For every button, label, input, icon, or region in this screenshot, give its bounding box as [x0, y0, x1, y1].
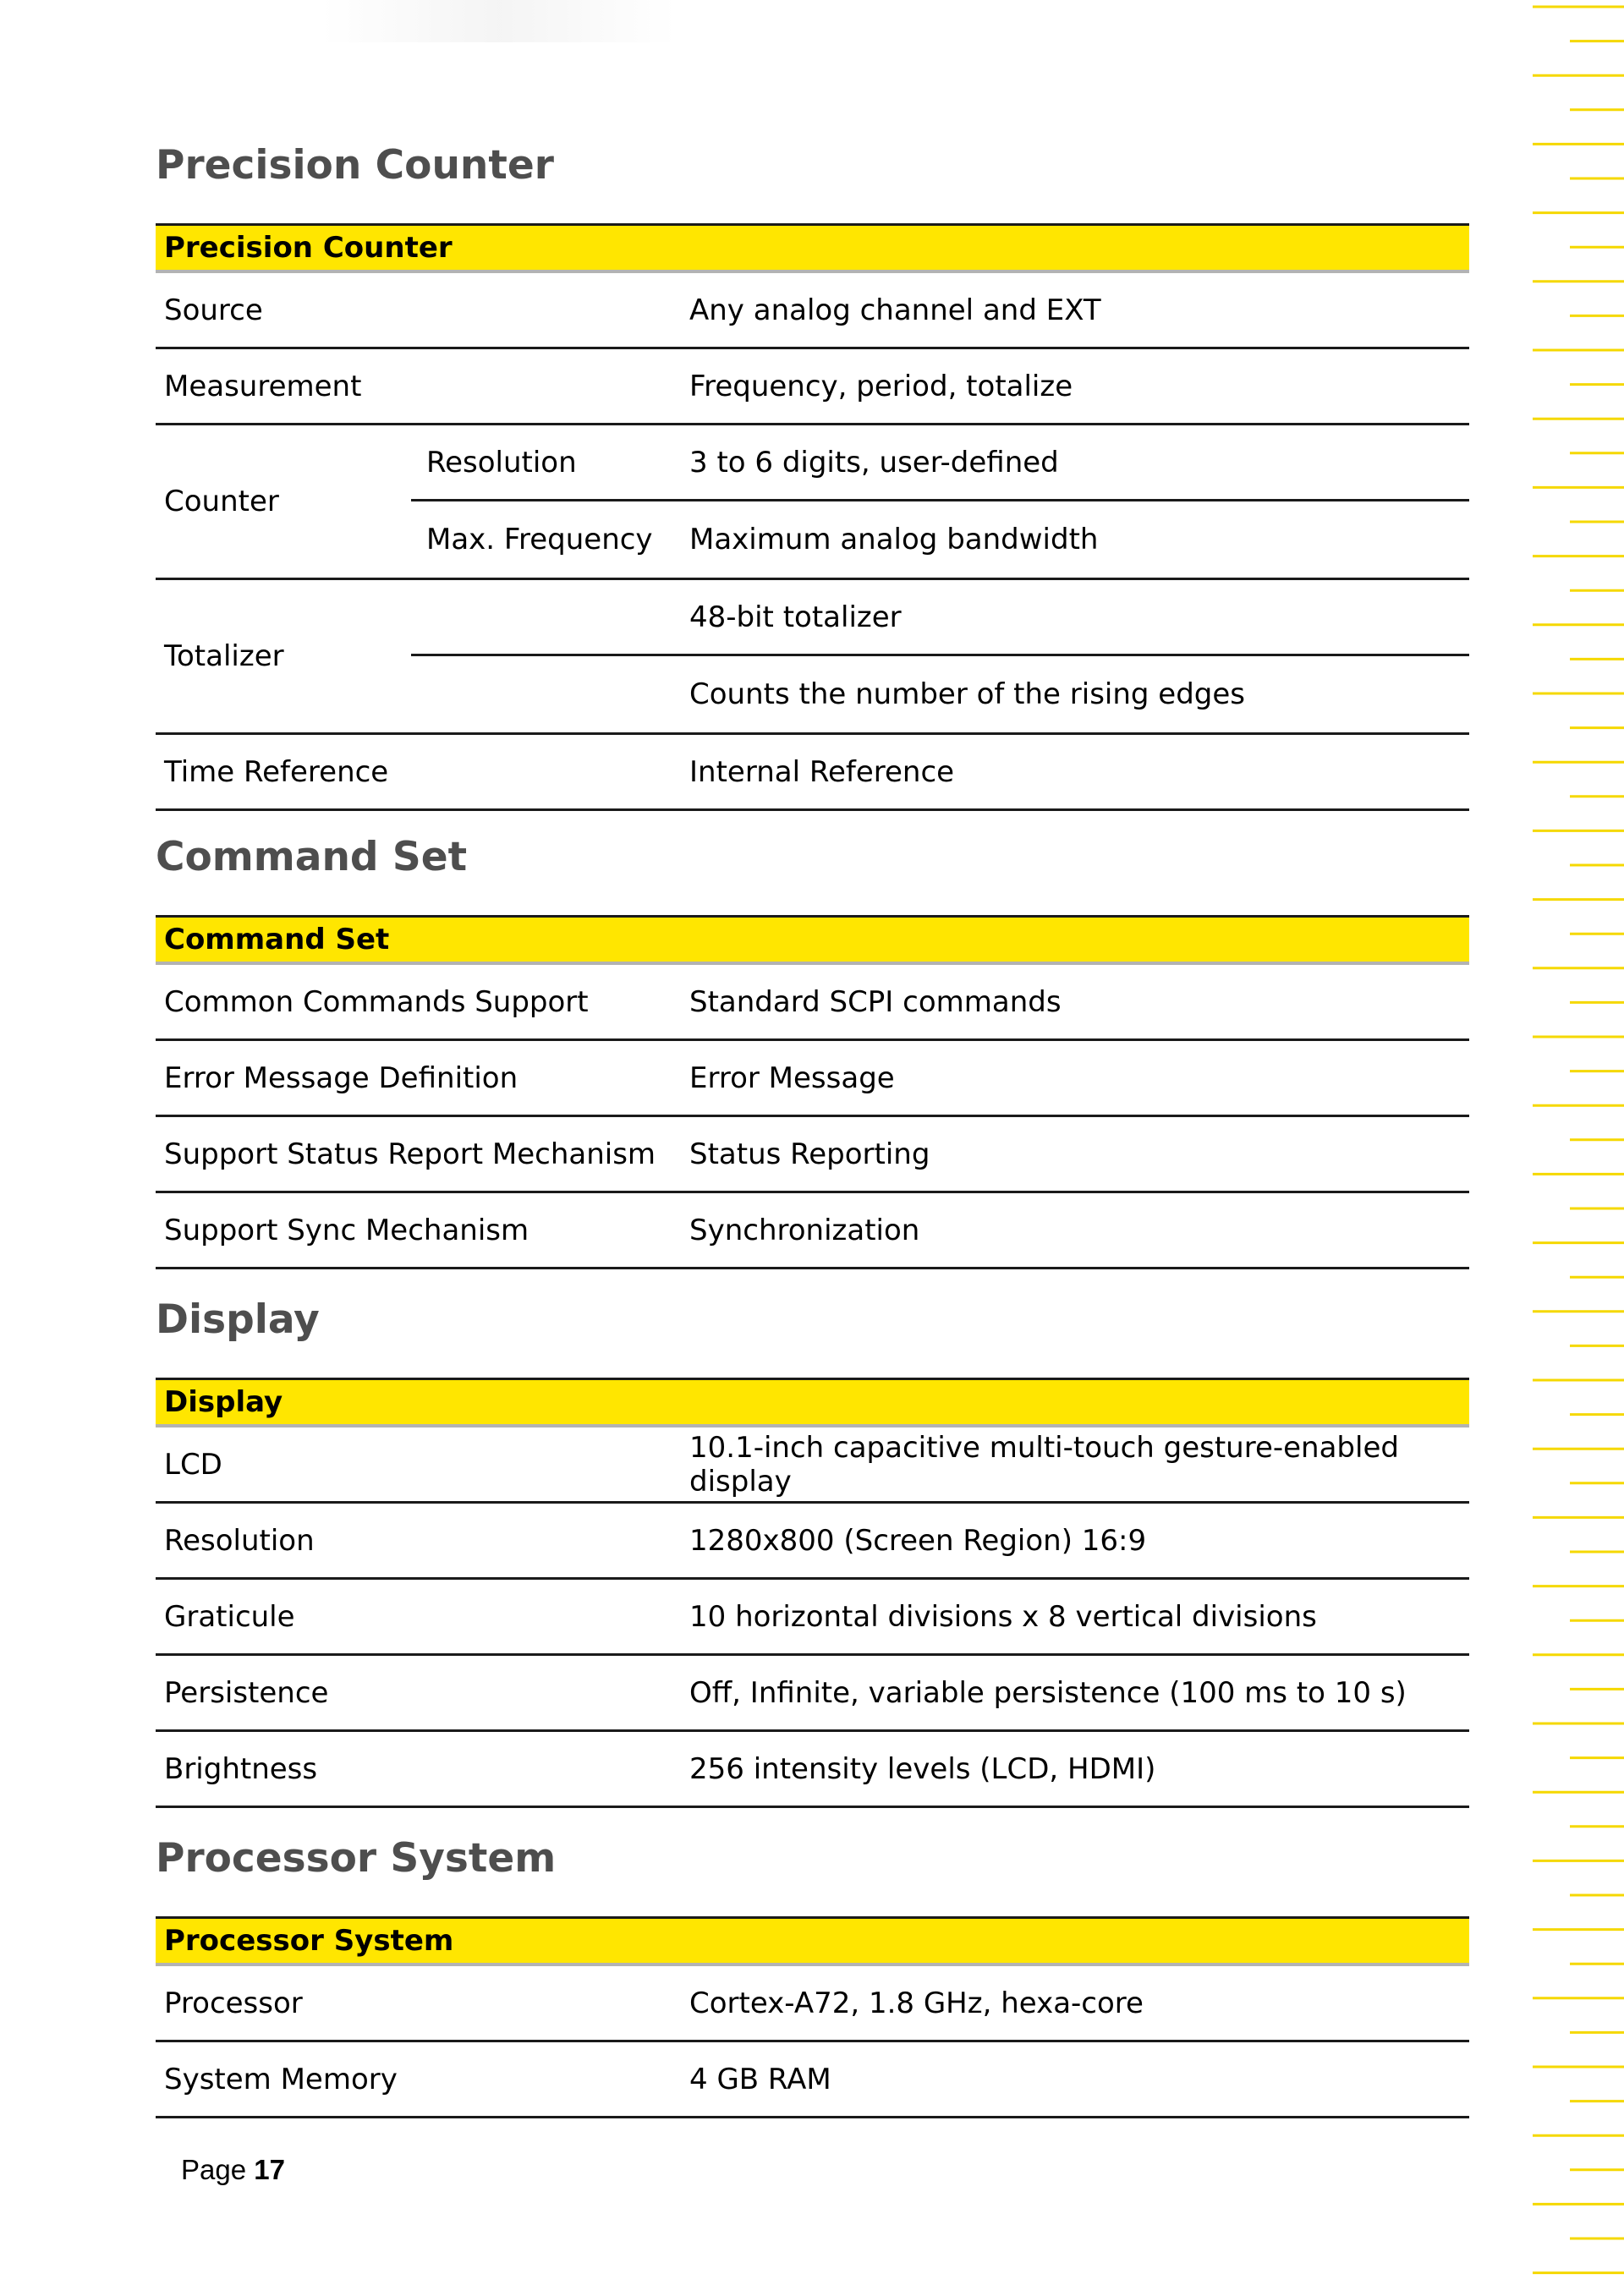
table-row	[156, 1580, 1469, 1656]
row-label: Totalizer	[164, 639, 284, 673]
processor-system-table	[156, 1916, 1469, 2118]
totalizer-group	[156, 580, 1469, 735]
row-value: Counts the number of the rising edges	[689, 677, 1246, 711]
table-header-label: Processor System	[164, 1924, 454, 1958]
row-value: Synchronization	[689, 1213, 920, 1247]
row-value: Error Message	[689, 1060, 895, 1095]
table-row	[156, 1117, 1469, 1193]
page-number: 17	[254, 2154, 285, 2185]
row-label: Counter	[164, 485, 279, 518]
top-fade-decoration	[321, 0, 677, 42]
row-label: Brightness	[164, 1751, 318, 1786]
command-set-table	[156, 915, 1469, 1269]
table-row	[156, 735, 1469, 811]
row-label: Common Commands Support	[164, 984, 589, 1019]
table-row	[156, 1041, 1469, 1117]
table-header	[156, 1916, 1469, 1966]
table-row	[156, 1504, 1469, 1580]
table-header	[156, 915, 1469, 965]
row-value: 3 to 6 digits, user-defined	[681, 425, 1469, 501]
table-header-label: Precision Counter	[164, 231, 453, 265]
row-label: Source	[164, 293, 263, 327]
section-title-precision-counter: Precision Counter	[156, 142, 554, 189]
row-value: Status Reporting	[689, 1137, 930, 1171]
table-header	[156, 1378, 1469, 1427]
row-sublabel: Max. Frequency	[426, 523, 653, 556]
table-row	[156, 349, 1469, 425]
row-label: LCD	[164, 1447, 222, 1482]
table-row	[156, 1966, 1469, 2042]
table-row	[156, 965, 1469, 1041]
row-value: 10.1-inch capacitive multi-touch gesture-enabled display	[689, 1430, 1399, 1499]
row-value: Any analog channel and EXT	[689, 293, 1101, 327]
row-label: Processor	[164, 1986, 303, 2020]
row-value: 256 intensity levels (LCD, HDMI)	[689, 1751, 1156, 1786]
row-label: Resolution	[164, 1523, 315, 1558]
table-header	[156, 223, 1469, 273]
row-label: Time Reference	[164, 754, 389, 789]
table-row	[156, 2042, 1469, 2118]
counter-group	[156, 425, 1469, 580]
table-row	[156, 1427, 1469, 1504]
row-value: Frequency, period, totalize	[689, 369, 1073, 403]
row-label: Persistence	[164, 1675, 329, 1710]
side-stripe-decoration	[1522, 0, 1624, 2296]
table-header-label: Display	[164, 1385, 283, 1419]
row-value: Cortex-A72, 1.8 GHz, hexa-core	[689, 1986, 1144, 2020]
precision-counter-table	[156, 223, 1469, 811]
row-value: Standard SCPI commands	[689, 984, 1062, 1019]
row-value: 1280x800 (Screen Region) 16:9	[689, 1523, 1147, 1558]
table-row	[156, 273, 1469, 349]
section-title-command-set: Command Set	[156, 834, 468, 880]
table-row	[156, 1193, 1469, 1269]
row-sublabel: Resolution	[411, 425, 681, 501]
page-footer	[181, 2154, 285, 2186]
row-label: Error Message Definition	[164, 1060, 518, 1095]
row-label: Measurement	[164, 369, 362, 403]
table-header-label: Command Set	[164, 923, 390, 956]
display-table	[156, 1378, 1469, 1808]
table-row	[156, 1656, 1469, 1732]
row-value: 48-bit totalizer	[411, 580, 1469, 656]
section-title-display: Display	[156, 1296, 320, 1343]
page-label: Page	[181, 2154, 247, 2185]
row-value: 10 horizontal divisions x 8 vertical divisions	[689, 1599, 1317, 1634]
row-label: Support Sync Mechanism	[164, 1213, 529, 1247]
row-value: Off, Infinite, variable persistence (100 ms to 10 s)	[689, 1675, 1407, 1710]
row-value: Internal Reference	[689, 754, 955, 789]
row-label: System Memory	[164, 2062, 398, 2096]
row-label: Graticule	[164, 1599, 295, 1634]
row-value: 4 GB RAM	[689, 2062, 831, 2096]
row-label: Support Status Report Mechanism	[164, 1137, 656, 1171]
section-title-processor-system: Processor System	[156, 1835, 557, 1882]
row-value: Maximum analog bandwidth	[689, 523, 1099, 556]
table-row	[156, 1732, 1469, 1808]
